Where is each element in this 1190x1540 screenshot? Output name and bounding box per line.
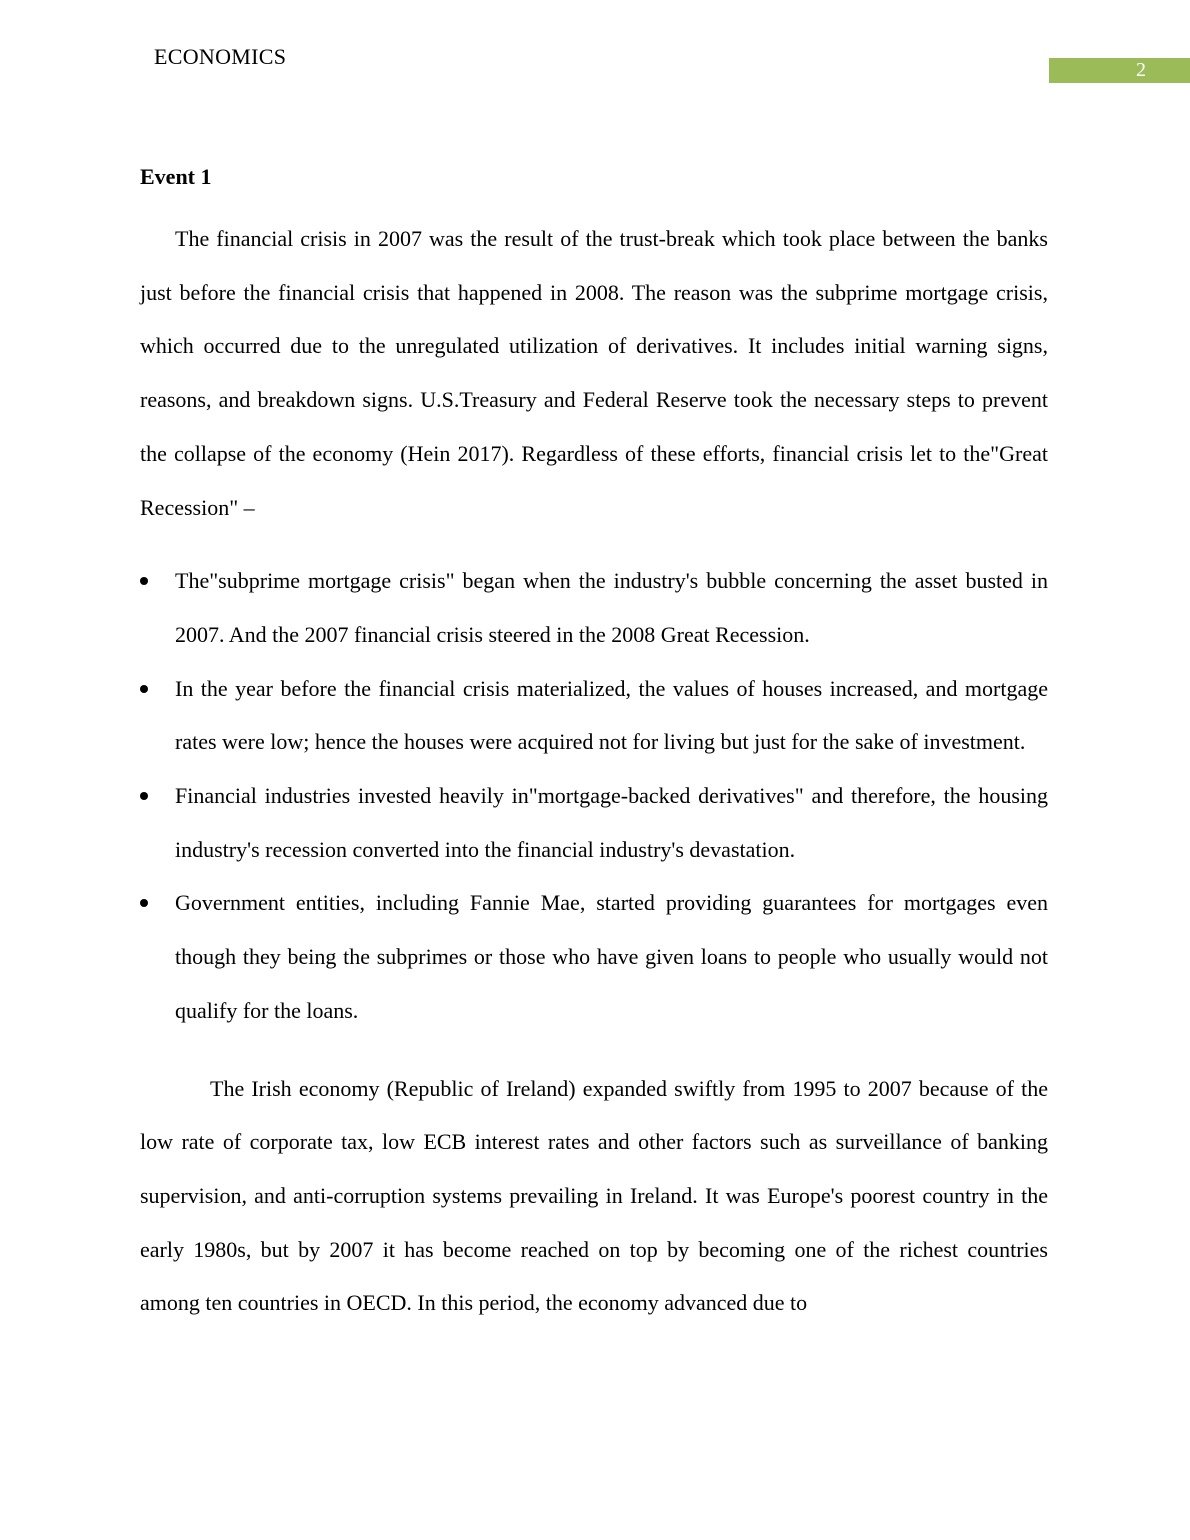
document-body [140, 160, 1048, 1330]
bullet-icon [140, 577, 148, 585]
bullet-text: In the year before the financial crisis materialized, the values of houses increased, and mortgage rates were low; hence the houses were acquired not for living but just for the sake of investment. [175, 675, 1048, 755]
bullet-text: Financial industries invested heavily in"mortgage-backed derivatives" and therefore, the housing industry's recession converted into the financial industry's devastation. [175, 783, 1048, 862]
page-number: 2 [1136, 59, 1146, 81]
running-head: ECONOMICS [154, 44, 287, 69]
bullet-text: The"subprime mortgage crisis" began when the industry's bubble concerning the asset busted in 2007. And the 2007 financial crisis steered in the 2008 Great Recession. [175, 568, 1048, 647]
page-number-box [1049, 58, 1190, 83]
bullet-icon [140, 792, 148, 800]
intro-paragraph: The financial crisis in 2007 was the result of the trust-break which took place between the banks just before the financial crisis that happened in 2008. The reason was the subprime mortgage crisis, which occurred due to the unregulated utilization of derivatives. It includes initial warning signs, reasons, and breakdown signs. U.S.Treasury and Federal Reserve took the necessary steps to prevent the collapse of the economy (Hein 2017). Regardless of these efforts, financial crisis let to the"Great Recession" – [140, 226, 1048, 520]
bullet-item [140, 662, 1048, 769]
bullet-item [140, 769, 1048, 876]
bullet-icon [140, 685, 148, 693]
bullet-icon [140, 899, 148, 907]
bullet-text: Government entities, including Fannie Mae, started providing guarantees for mortgages even though they being the subprimes or those who have given loans to people who usually would not qualify for the loans. [175, 890, 1048, 1023]
bullet-item [140, 554, 1048, 661]
bullet-item [140, 876, 1048, 1037]
section-heading: Event 1 [140, 164, 212, 189]
bullet-list [140, 554, 1048, 1037]
ireland-paragraph: The Irish economy (Republic of Ireland) expanded swiftly from 1995 to 2007 because of the low rate of corporate tax, low ECB interest rates and other factors such as surveillance of banking supervision, and anti-corruption systems prevailing in Ireland. It was Europe's poorest country in the early 1980s, but by 2007 it has become reached on top by becoming one of the richest countries among ten countries in OECD. In this period, the economy advanced due to [140, 1075, 1048, 1316]
